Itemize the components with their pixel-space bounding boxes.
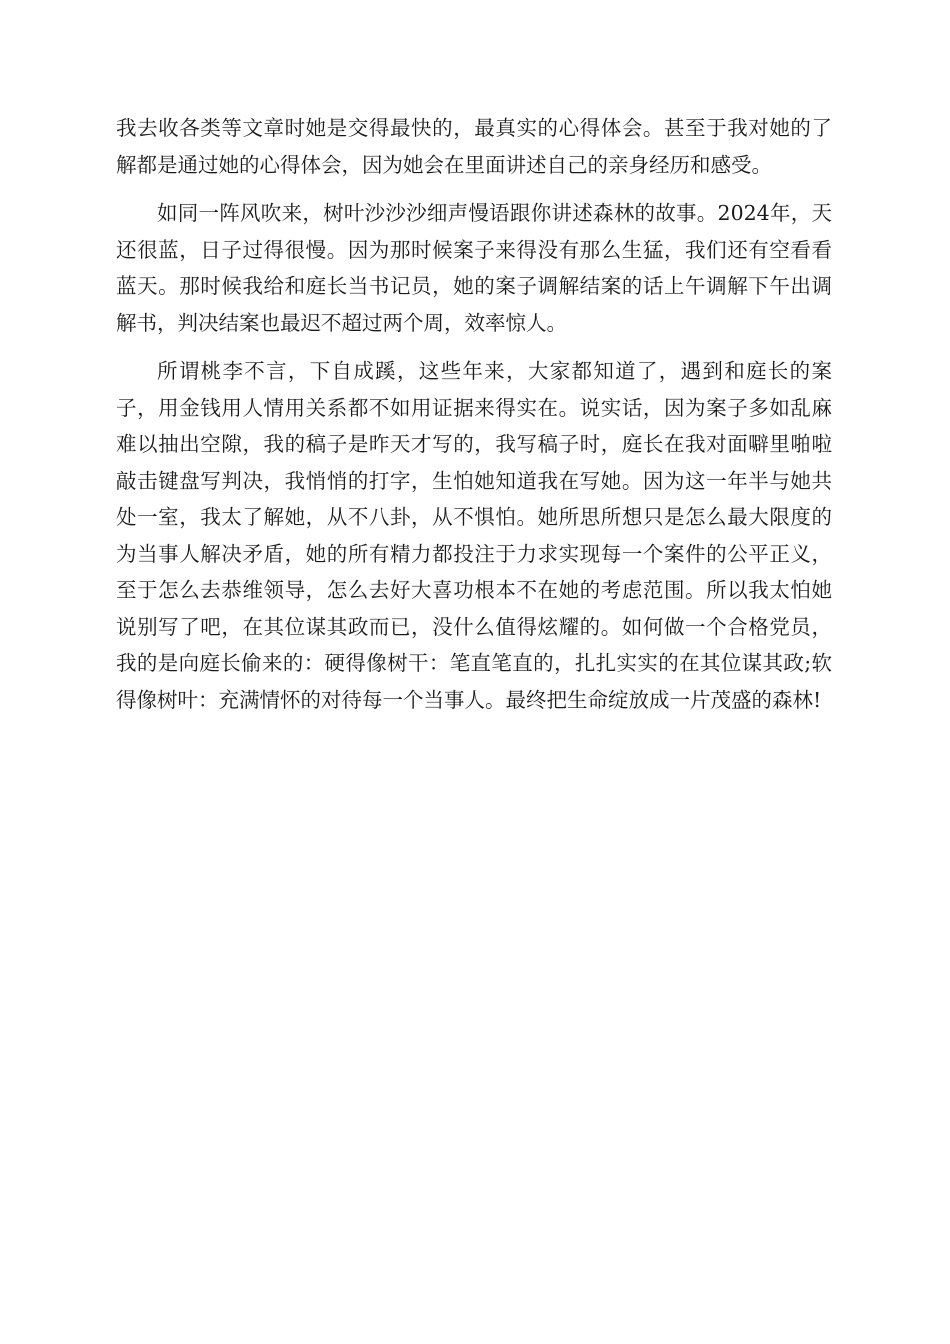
paragraph-1: 我去收各类等文章时她是交得最快的，最真实的心得体会。甚至于我对她的了解都是通过她的心得体会，因为她会在里面讲述自己的亲身经历和感受。 [116, 116, 832, 177]
paragraph-2: 如同一阵风吹来，树叶沙沙沙细声慢语跟你讲述森林的故事。2024年，天还很蓝，日子过得很慢。因为那时候案子来得没有那么生猛，我们还有空看看蓝天。那时候我给和庭长当书记员，她的案子调解结案的话上午调解下午出调解书，判决结案也最迟不超过两个周，效率惊人。 [116, 201, 832, 335]
paragraph-3: 所谓桃李不言，下自成蹊，这些年来，大家都知道了，遇到和庭长的案子，用金钱用人情用关系都不如用证据来得实在。说实话，因为案子多如乱麻难以抽出空隙，我的稿子是昨天才写的，我写稿子时，庭长在我对面噼里啪啦敲击键盘写判决，我悄悄的打字，生怕她知道我在写她。因为这一年半与她共处一室，我太了解她，从不八卦，从不惧怕。她所思所想只是怎么最大限度的为当事人解决矛盾，她的所有精力都投注于力求实现每一个案件的公平正义，至于怎么去恭维领导，怎么去好大喜功根本不在她的考虑范围。所以我太怕她说别写了吧，在其位谋其政而已，没什么值得炫耀的。如何做一个合格党员，我的是向庭长偷来的：硬得像树干：笔直笔直的，扎扎实实的在其位谋其政;软得像树叶：充满情怀的对待每一个当事人。最终把生命绽放成一片茂盛的森林! [116, 359, 832, 712]
document-body [116, 110, 832, 730]
